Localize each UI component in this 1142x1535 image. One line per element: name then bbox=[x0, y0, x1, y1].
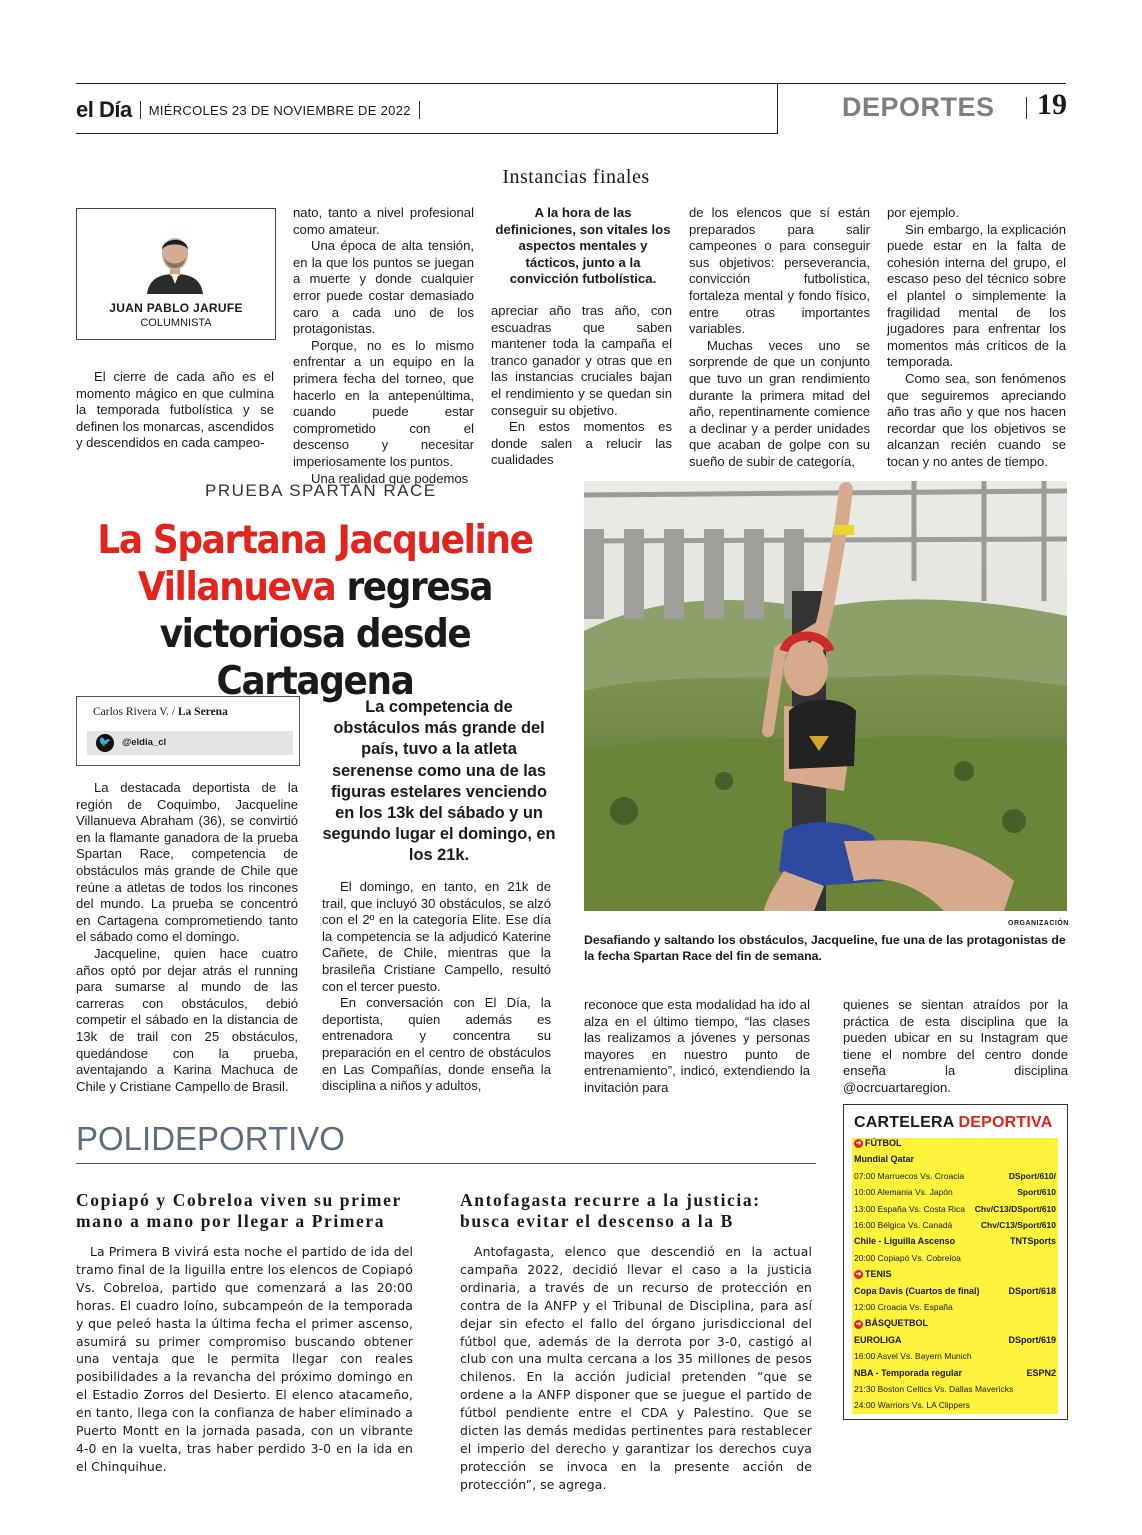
paragraph: Muchas veces uno se sorprende de que un conjunto que tuvo un gran rendimiento durante la primera mitad del año, repentinamente comience a declinar y a perder unidades que acaban de golpe con su sueño de subir de categoría, bbox=[689, 337, 870, 469]
paragraph: En estos momentos es donde salen a relucir las cualidades bbox=[491, 419, 672, 468]
paragraph: de los elencos que sí están preparados para salir campeones o para conseguir sus objetivos: perseverancia, convicción futbolística, fortaleza mental y fondo físico, entre otras importantes variables. bbox=[689, 205, 870, 337]
cartelera-match bbox=[854, 1253, 1056, 1263]
headline-black-part-1: regresa bbox=[346, 565, 493, 610]
column-text-col1 bbox=[76, 369, 274, 452]
photo-caption: Desafiando y saltando los obstáculos, Jacqueline, fue una de las protagonistas de la fecha Spartan Race del fin de semana. bbox=[584, 933, 1066, 963]
section-name: DEPORTES bbox=[842, 92, 995, 122]
columnist-name: JUAN PABLO JARUFE bbox=[109, 301, 243, 315]
cartelera-channel: DSport/610/ bbox=[1008, 1170, 1056, 1181]
article-body-col2 bbox=[322, 879, 551, 1095]
cartelera-title bbox=[854, 1114, 1053, 1132]
cartelera-text: 16:00 Asvel Vs. Bayern Munich bbox=[854, 1351, 972, 1362]
polideportivo-title: POLIDEPORTIVO bbox=[76, 1120, 345, 1157]
cartelera-text: NBA - Temporada regular bbox=[854, 1367, 963, 1378]
cartelera-text: 21:30 Boston Celtics Vs. Dallas Mavericks bbox=[854, 1384, 1014, 1394]
cartelera-text: 16:00 Bélgica Vs. Canadá bbox=[854, 1220, 953, 1230]
columnist-card bbox=[76, 208, 276, 340]
issue-date: MIÉRCOLES 23 DE NOVIEMBRE DE 2022 bbox=[148, 102, 411, 118]
twitter-bar bbox=[87, 731, 293, 755]
photo-credit: ORGANIZACIÓN bbox=[1008, 920, 1069, 927]
cartelera-text: Copa Davis (Cuartos de final) bbox=[854, 1285, 980, 1296]
paragraph: apreciar año tras año, con escuadras que saben mantener toda la campaña el tranco ganador y otras que en las instancias cruciales bajan el rendimiento y se quedan sin conseguir su objetivo. bbox=[491, 303, 672, 418]
byline bbox=[93, 706, 228, 718]
page-header bbox=[76, 96, 776, 124]
cartelera-sport bbox=[854, 1138, 1056, 1148]
article-body-col4 bbox=[843, 997, 1068, 1097]
article-body-col3 bbox=[584, 997, 810, 1097]
paragraph: Porque, no es lo mismo enfrentar a un equipo en la primera fecha del torneo, que hacerlo en la antepenúltima, cuando puede estar comprometido con el descenso y necesitar imperiosamente los puntos. bbox=[293, 337, 474, 469]
byline-author: Carlos Rivera V. / bbox=[93, 706, 175, 718]
header-divider bbox=[140, 101, 141, 119]
cartelera-match bbox=[854, 1171, 1056, 1181]
brief2-body bbox=[460, 1243, 812, 1494]
byline-box bbox=[76, 696, 300, 766]
byline-place: La Serena bbox=[177, 706, 228, 718]
cartelera-channel: DSport/619 bbox=[1008, 1334, 1056, 1345]
cartelera-match bbox=[854, 1384, 1056, 1394]
paragraph: En conversación con El Día, la deportista, quien además es entrenadora y concentra su preparación en el centro de obstáculos en Las Compañías, donde enseña la disciplina a niños y adultos, bbox=[322, 995, 551, 1094]
cartelera-text: 10:00 Alemania Vs. Japón bbox=[854, 1187, 953, 1198]
athlete-photo bbox=[584, 481, 1067, 911]
cartelera-sport bbox=[854, 1318, 1056, 1328]
brief2-title: Antofagasta recurre a la justicia: busca evitar el descenso a la B bbox=[460, 1190, 761, 1231]
paragraph: por ejemplo. bbox=[887, 205, 960, 220]
column-text-col3 bbox=[491, 303, 672, 469]
cartelera-match bbox=[854, 1400, 1056, 1410]
twitter-handle[interactable]: @eldia_cl bbox=[122, 737, 167, 748]
cartelera-channel: Chv/C13/DSport/610 bbox=[974, 1203, 1056, 1214]
column-text-col5 bbox=[887, 205, 1066, 471]
paragraph: Jacqueline, quien hace cuatro años optó por dejar atrás el running para sumarse al mundo de las carreras con obstáculos, debió competir el sábado en la distancia de 13k de trail con 25 obstáculos, quedándose con la prueba, aventajando a Karina Machuca de Chile y Cristiane Campello de Brasil. bbox=[76, 945, 298, 1094]
column-text-col4 bbox=[689, 205, 870, 471]
columnist-portrait bbox=[145, 228, 205, 294]
cartelera-channel: Chv/C13/Sport/610 bbox=[980, 1220, 1056, 1230]
paragraph: Antofagasta, elenco que descendió en la actual campaña 2022, decidió llevar el caso a la justicia ordinaria, a través de un recurso de protección en contra de la ANFP y el Tribunal de Disciplina, para así dejar sin efecto el fallo del órgano jurisdiccional del fútbol que, además de la derrota por 3-0, castigó al club con una multa cercana a los 35 millones de pesos chilenos. En la acción judicial pretenden “que se ordene a la ANFP disponer que se juegue el partido de fútbol pendiente entre el CDA y Palestino. Que se dicten las demás medidas pertinentes para restablecer el imperio del derecho y garantizar los derechos cuya protección se invoca en la presente acción de protección”, se agrega. bbox=[460, 1244, 812, 1492]
arrow-right-icon: ➜ bbox=[855, 1320, 862, 1328]
cartelera-competition bbox=[854, 1154, 1056, 1164]
paragraph: El domingo, en tanto, en 21k de trail, que incluyó 30 obstáculos, se alzó con el 2º en la categoría Elite. Ese día la competencia se la adjudicó Katerine Cañete, de Chile, mientras que la brasileña Cristiane Campello, resultó con el tercer puesto. bbox=[322, 879, 551, 994]
cartelera-match bbox=[854, 1302, 1056, 1312]
paragraph: La Primera B vivirá esta noche el partido de ida del tramo final de la liguilla entre los elencos de Copiapó Vs. Cobreloa, partido que comenzará a las 20:00 horas. El cuadro loíno, subcampeón de la temporada y que peleó hasta la última fecha el primer ascenso, asumirá su primer compromiso buscando obtener una ventaja que le permita llegar con reales posibilidades a la revancha del próximo domingo en el Estadio Zorros del Desierto. El elenco atacameño, en tanto, llega con la confianza de haber eliminado a Puerto Montt en la jornada pasada, con un vibrante 4-0 en la vuelta, tras haber perdido 3-0 en la ida en el Chinquihue. bbox=[76, 1244, 413, 1474]
cartelera-channel: ESPN2 bbox=[1026, 1367, 1056, 1378]
cartelera-competition bbox=[854, 1286, 1056, 1296]
headline-red-part-2: Villanueva bbox=[137, 565, 336, 610]
cartelera-text: Chile - Liguilla Ascenso bbox=[854, 1236, 956, 1247]
cartelera-text: 07:00 Marruecos Vs. Croacia bbox=[854, 1170, 965, 1181]
cartelera-channel: DSport/618 bbox=[1008, 1285, 1056, 1296]
paragraph: quienes se sientan atraídos por la práctica de esta disciplina que la pueden ubicar en su Instagram que tiene el nombre del centro donde enseña la disciplina @ocrcuartaregion. bbox=[843, 997, 1068, 1095]
paragraph: El cierre de cada año es el momento mágico en que culmina la temporada futbolística y se definen los monarcas, ascendidos y descendidos en cada campeo- bbox=[76, 369, 274, 451]
paragraph: Sin embargo, la explicación puede estar en la falta de cohesión interna del grupo, el escaso peso del técnico sobre el plantel o simplemente la fragilidad mental de los jugadores para enfrentar los momentos más críticos de la temporada. bbox=[887, 221, 1066, 370]
paragraph: reconoce que esta modalidad ha ido al alza en el último tiempo, “las clases las realizamos a jóvenes y personas mayores en nuestro punto de entrenamiento”, indicó, extendiendo la invitación para bbox=[584, 997, 810, 1095]
arrow-right-icon: ➜ bbox=[855, 1140, 862, 1148]
paragraph: Una realidad que podemos bbox=[311, 470, 469, 486]
column-kicker: Instancias finales bbox=[502, 166, 650, 188]
cartelera-text: Mundial Qatar bbox=[854, 1154, 915, 1165]
cartelera-match bbox=[854, 1351, 1056, 1361]
cartelera-channel: TNTSports bbox=[1010, 1236, 1056, 1247]
headline-red-part-1: La Spartana Jacqueline bbox=[97, 518, 533, 563]
paragraph: Una época de alta tensión, en la que los puntos se juegan a muerte y donde cualquier error puede costar demasiado caro a cada uno de los protagonistas. bbox=[293, 238, 474, 337]
cartelera-match bbox=[854, 1204, 1056, 1214]
cartelera-text: 20:00 Copiapó Vs. Cobreloa bbox=[854, 1252, 961, 1263]
article-kicker: PRUEBA SPARTAN RACE bbox=[205, 481, 437, 500]
paragraph: nato, tanto a nivel profesional como amateur. bbox=[293, 205, 474, 237]
brief1-body bbox=[76, 1243, 413, 1476]
cartelera-competition bbox=[854, 1368, 1056, 1378]
article-headline bbox=[90, 517, 541, 705]
cartelera-channel: Sport/610 bbox=[1017, 1187, 1056, 1198]
cartelera-match bbox=[854, 1187, 1056, 1197]
cartelera-sport bbox=[854, 1269, 1056, 1279]
article-body-col1 bbox=[76, 780, 298, 1095]
cartelera-text: 24:00 Warriors Vs. LA Clippers bbox=[854, 1400, 970, 1411]
header-divider bbox=[419, 101, 420, 119]
columnist-role: COLUMNISTA bbox=[140, 317, 212, 329]
article-subhead: La competencia de obstáculos más grande del país, tuvo a la atleta serenense como una de las figuras estelares venciendo en los 13k del sábado y un segundo lugar el domingo, en los 21k. bbox=[322, 698, 556, 865]
cartelera-text: BÁSQUETBOL bbox=[865, 1318, 928, 1329]
cartelera-text: TENIS bbox=[865, 1269, 892, 1280]
page-number-divider bbox=[1026, 97, 1027, 119]
cartelera-text: 12:00 Croacia Vs. España bbox=[854, 1302, 953, 1312]
brief1-title: Copiapó y Cobreloa viven su primer mano a mano por llegar a Primera bbox=[76, 1190, 402, 1231]
column-text-col2 bbox=[293, 205, 474, 487]
cartelera-text: 13:00 España Vs. Costa Rica bbox=[854, 1203, 966, 1214]
paragraph: La destacada deportista de la región de Coquimbo, Jacqueline Villanueva Abraham (36), se convirtió en la flamante ganadora de la prueba Spartan Race, competencia de obstáculos más grande de Chile que reúne a atletas de todos los rincones del mundo. La prueba se concentró en Cartagena comprometiendo tanto el sábado como el domingo. bbox=[76, 780, 298, 945]
brand-logo: el Día bbox=[76, 97, 132, 122]
cartelera-title-black: CARTELERA bbox=[854, 1114, 954, 1131]
cartelera-deportiva bbox=[843, 1104, 1068, 1420]
cartelera-text: EUROLIGA bbox=[854, 1334, 902, 1345]
headline-black-part-2: victoriosa desde Cartagena bbox=[159, 612, 471, 704]
twitter-icon: 🐦 bbox=[96, 734, 114, 752]
arrow-right-icon: ➜ bbox=[855, 1271, 862, 1279]
cartelera-competition bbox=[854, 1236, 1056, 1246]
cartelera-match bbox=[854, 1220, 1056, 1230]
cartelera-title-red: DEPORTIVA bbox=[958, 1114, 1053, 1131]
cartelera-text: FÚTBOL bbox=[865, 1138, 902, 1148]
page-number: 19 bbox=[1037, 88, 1067, 121]
pull-quote: A la hora de las definiciones, son vitales los aspectos mentales y tácticos, junto a la convicción futbolística. bbox=[495, 205, 671, 287]
paragraph: Como sea, son fenómenos que seguiremos apreciando año tras año y que nos hacen recordar que los objetivos se alcanzan recién cuando se tocan y no antes de tiempo. bbox=[887, 370, 1066, 469]
cartelera-competition bbox=[854, 1335, 1056, 1345]
